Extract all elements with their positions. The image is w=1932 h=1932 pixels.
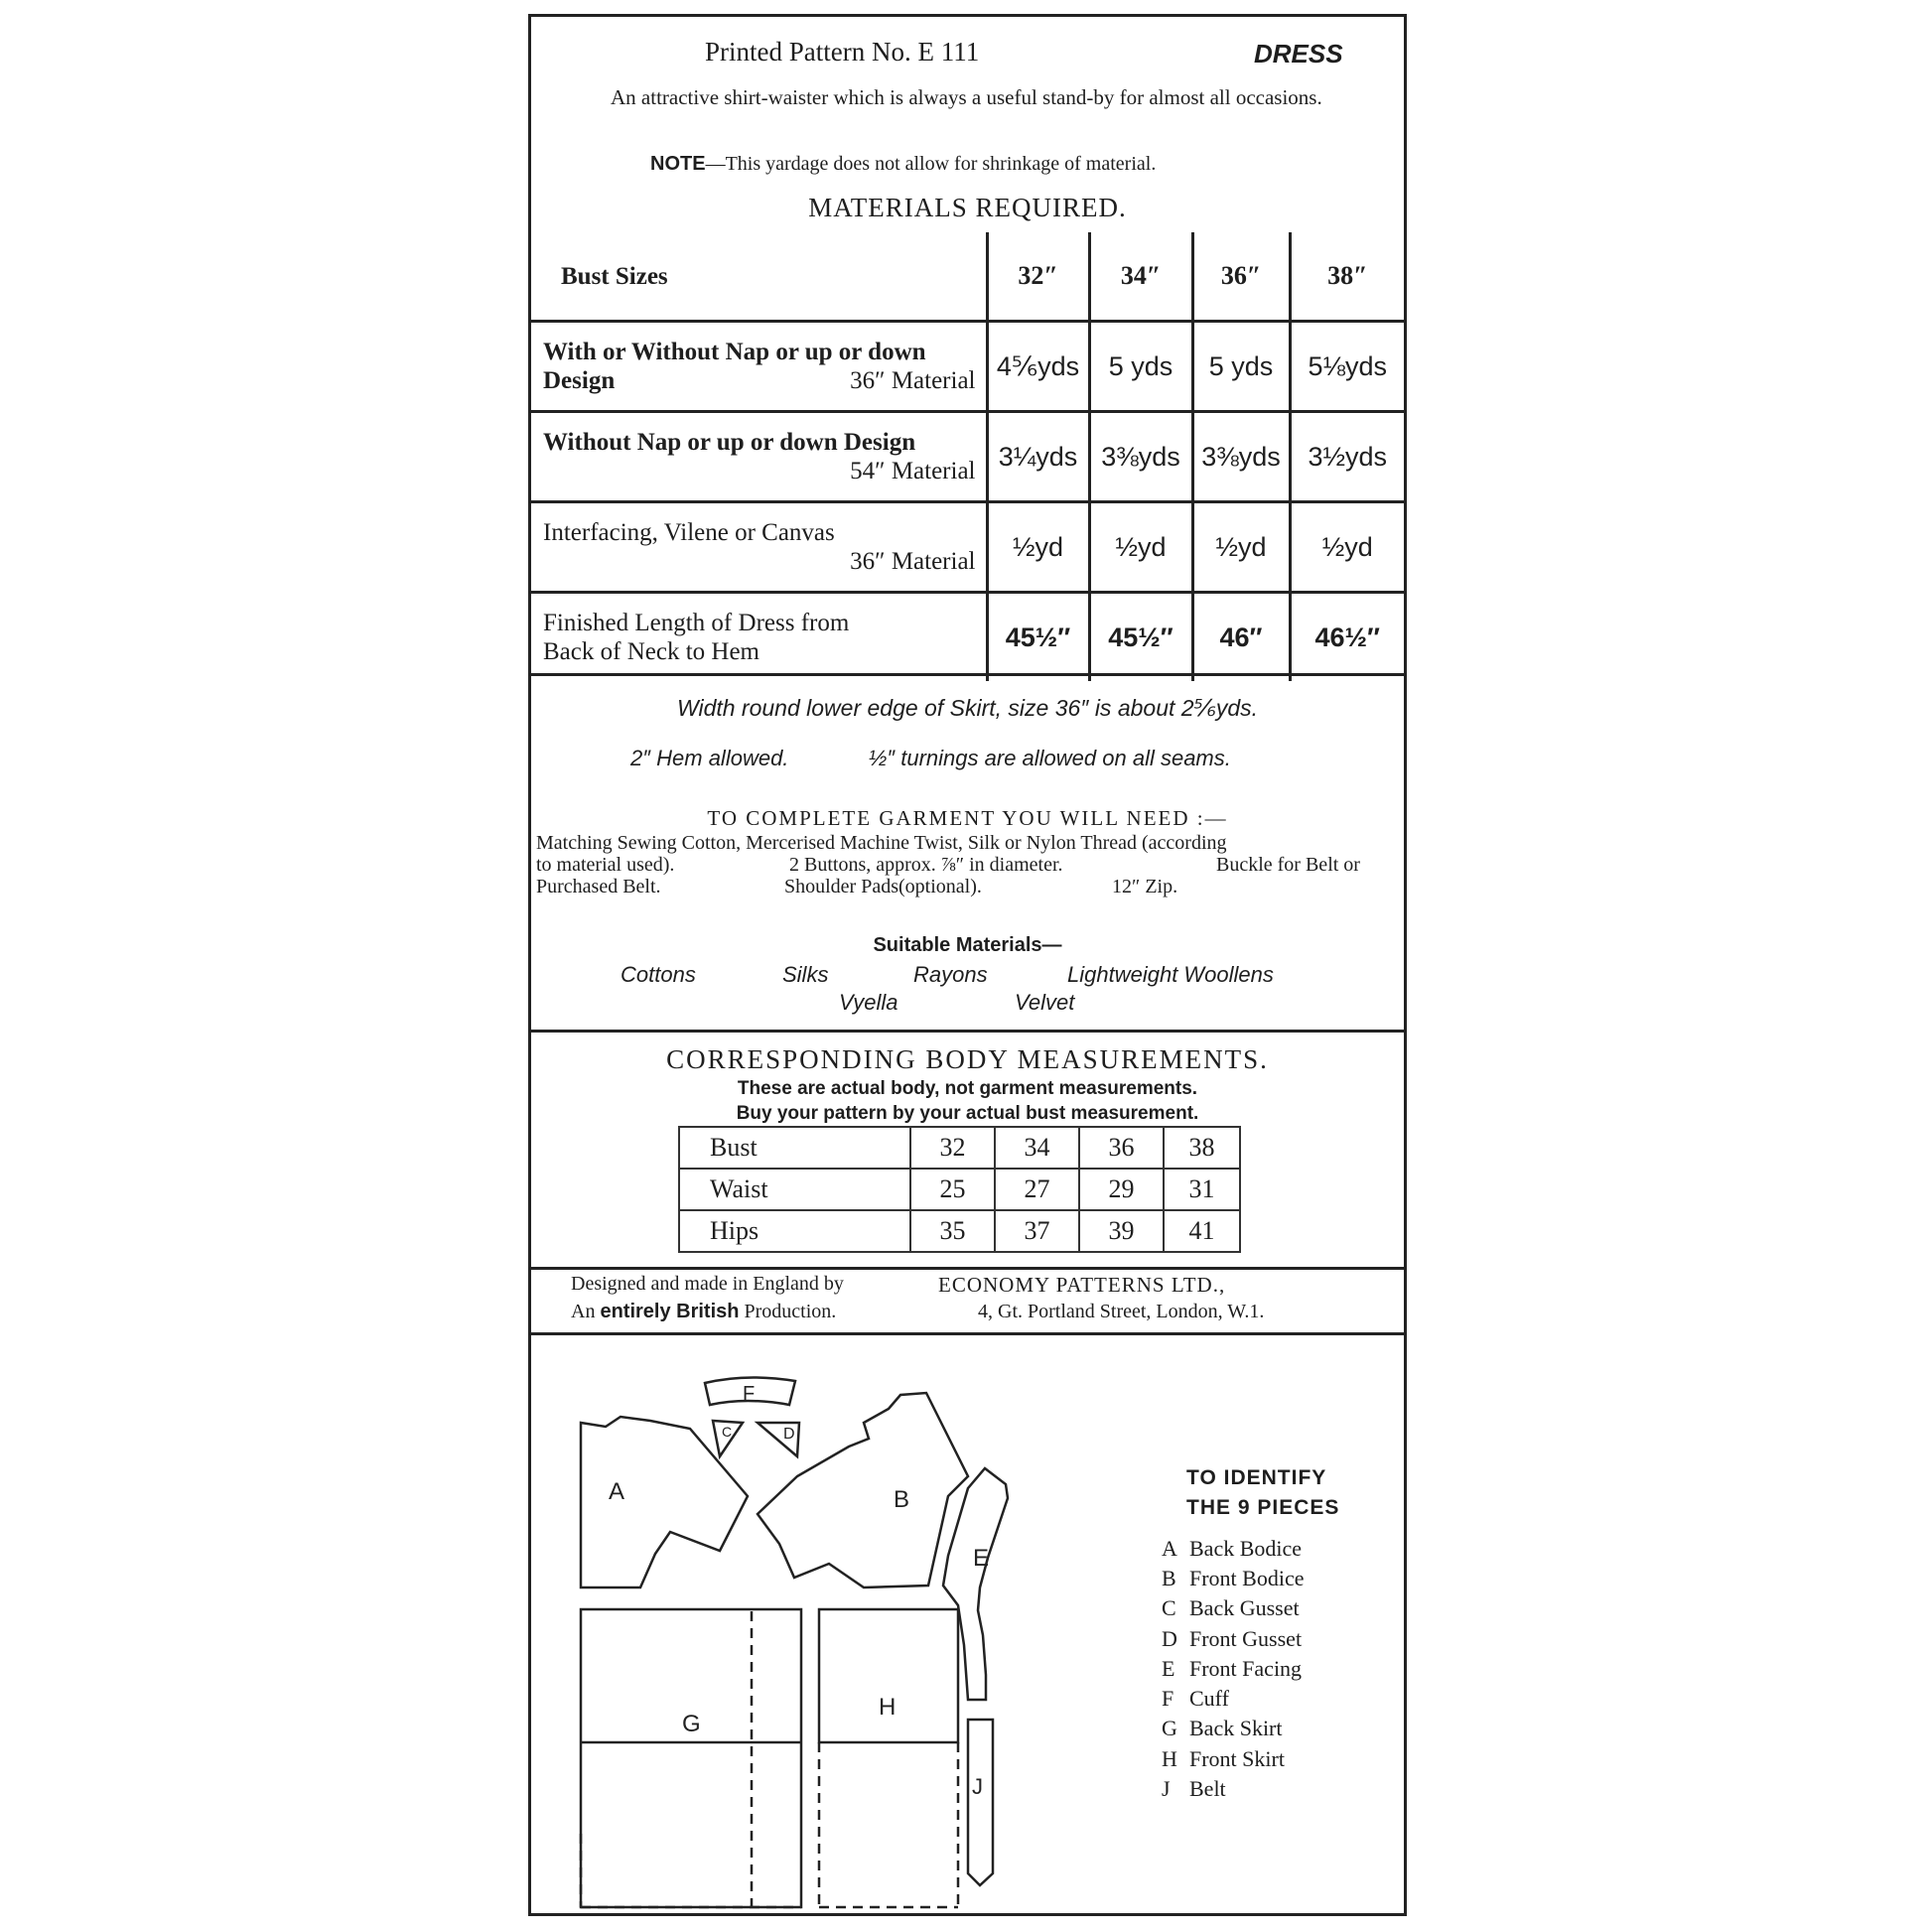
piece-letter: C bbox=[1162, 1595, 1176, 1620]
notions-line: 2 Buttons, approx. ⅞″ in diameter. bbox=[789, 854, 1063, 876]
piece-label: G bbox=[682, 1711, 701, 1737]
piece-letter: D bbox=[1162, 1626, 1177, 1651]
pieces-title: TO IDENTIFY bbox=[1186, 1466, 1327, 1489]
material-item: Cottons bbox=[621, 962, 696, 987]
table-cell: 29 bbox=[1079, 1169, 1164, 1210]
row-label-line: 36″ Material bbox=[850, 548, 976, 575]
british-text: An bbox=[571, 1301, 596, 1322]
notions-line: Purchased Belt. bbox=[536, 876, 661, 897]
piece-key-item bbox=[1162, 1776, 1226, 1802]
material-item: Lightweight Woollens bbox=[1067, 962, 1274, 987]
british-text: entirely British bbox=[600, 1301, 740, 1322]
table-cell: 31 bbox=[1164, 1169, 1240, 1210]
row-label: Hips bbox=[679, 1210, 910, 1252]
size-header: 38″ bbox=[1290, 232, 1404, 322]
piece-key-item bbox=[1162, 1536, 1302, 1562]
materials-title: MATERIALS REQUIRED. bbox=[808, 193, 1127, 222]
size-header: 36″ bbox=[1192, 232, 1290, 322]
piece-label: J bbox=[972, 1774, 983, 1799]
complete-garment-title: TO COMPLETE GARMENT YOU WILL NEED :— bbox=[707, 806, 1228, 830]
bust-sizes-label: Bust Sizes bbox=[531, 232, 987, 322]
piece-letter: E bbox=[1162, 1656, 1175, 1681]
british-text: Production. bbox=[744, 1301, 837, 1322]
table-cell: 35 bbox=[910, 1210, 995, 1252]
body-measurements-table bbox=[678, 1126, 1241, 1253]
company-address: 4, Gt. Portland Street, London, W.1. bbox=[978, 1301, 1265, 1322]
material-item: Silks bbox=[782, 962, 829, 987]
table-cell: ½yd bbox=[1089, 502, 1192, 593]
piece-g-back-skirt bbox=[581, 1609, 801, 1907]
table-cell: 3⅜yds bbox=[1192, 412, 1290, 502]
piece-name: Front Bodice bbox=[1189, 1566, 1305, 1590]
piece-h-front-skirt bbox=[819, 1609, 958, 1907]
piece-name: Belt bbox=[1189, 1776, 1226, 1801]
piece-letter: G bbox=[1162, 1716, 1177, 1740]
pattern-envelope-back bbox=[528, 14, 1407, 1916]
pieces-title: THE 9 PIECES bbox=[1186, 1496, 1340, 1519]
body-measurements-subtitle: These are actual body, not garment measurements. bbox=[737, 1078, 1198, 1099]
table-cell: 25 bbox=[910, 1169, 995, 1210]
row-label-line: Finished Length of Dress from bbox=[543, 610, 850, 636]
garment-type: DRESS bbox=[1254, 39, 1343, 69]
piece-key-item bbox=[1162, 1716, 1283, 1741]
table-cell: 45½″ bbox=[1089, 593, 1192, 682]
table-cell: 37 bbox=[995, 1210, 1079, 1252]
size-header: 34″ bbox=[1089, 232, 1192, 322]
notions-line: to material used). bbox=[536, 854, 675, 876]
piece-name: Front Facing bbox=[1189, 1656, 1303, 1681]
skirt-width-note: Width round lower edge of Skirt, size 36″ is about 2⅚yds. bbox=[676, 695, 1259, 721]
table-cell: 45½″ bbox=[987, 593, 1089, 682]
piece-key-item bbox=[1162, 1595, 1300, 1621]
table-cell: 41 bbox=[1164, 1210, 1240, 1252]
table-cell: 46″ bbox=[1192, 593, 1290, 682]
table-row bbox=[679, 1169, 1240, 1210]
piece-c-back-gusset bbox=[713, 1421, 743, 1456]
table-cell: ½yd bbox=[1290, 502, 1404, 593]
piece-label: F bbox=[743, 1383, 756, 1405]
table-cell: 46½″ bbox=[1290, 593, 1404, 682]
table-row bbox=[531, 322, 1404, 412]
piece-f-cuff bbox=[705, 1377, 795, 1405]
divider bbox=[531, 1267, 1404, 1270]
row-label-line: Back of Neck to Hem bbox=[543, 638, 759, 665]
table-row bbox=[531, 593, 1404, 682]
row-label-line: Interfacing, Vilene or Canvas bbox=[543, 519, 835, 546]
notions-line: 12″ Zip. bbox=[1112, 876, 1178, 897]
piece-label: B bbox=[894, 1486, 910, 1513]
note bbox=[650, 153, 1156, 176]
row-label-line: Design bbox=[543, 367, 616, 394]
body-measurements-title: CORRESPONDING BODY MEASUREMENTS. bbox=[666, 1044, 1269, 1074]
table-cell: 32 bbox=[910, 1127, 995, 1169]
piece-letter: B bbox=[1162, 1566, 1176, 1590]
material-item: Rayons bbox=[913, 962, 988, 987]
piece-label: E bbox=[973, 1545, 990, 1572]
row-label-line: 36″ Material bbox=[850, 367, 976, 394]
material-item: Velvet bbox=[1015, 990, 1075, 1015]
table-cell: 5⅛yds bbox=[1290, 322, 1404, 412]
table-row bbox=[531, 412, 1404, 502]
table-cell: 4⅚yds bbox=[987, 322, 1089, 412]
table-cell: 5 yds bbox=[1192, 322, 1290, 412]
piece-key-item bbox=[1162, 1686, 1229, 1712]
piece-label: D bbox=[783, 1426, 795, 1443]
company-name: ECONOMY PATTERNS LTD., bbox=[938, 1273, 1226, 1297]
piece-letter: A bbox=[1162, 1536, 1177, 1561]
materials-table bbox=[531, 232, 1404, 681]
row-label bbox=[531, 322, 987, 412]
table-cell: ½yd bbox=[1192, 502, 1290, 593]
hem-note: 2″ Hem allowed. bbox=[630, 746, 789, 770]
table-cell: 3½yds bbox=[1290, 412, 1404, 502]
notions-line: Matching Sewing Cotton, Mercerised Machine Twist, Silk or Nylon Thread (according bbox=[536, 832, 1227, 854]
divider bbox=[531, 1030, 1404, 1033]
piece-a-back-bodice bbox=[581, 1417, 748, 1587]
table-cell: 3¼yds bbox=[987, 412, 1089, 502]
piece-e-front-facing bbox=[943, 1468, 1008, 1700]
material-item: Vyella bbox=[839, 990, 898, 1015]
table-cell: 3⅜yds bbox=[1089, 412, 1192, 502]
piece-name: Back Bodice bbox=[1189, 1536, 1303, 1561]
piece-d-front-gusset bbox=[758, 1423, 799, 1456]
divider bbox=[531, 1332, 1404, 1335]
size-header: 32″ bbox=[987, 232, 1089, 322]
piece-label: H bbox=[879, 1694, 897, 1721]
note-label: NOTE bbox=[650, 153, 706, 175]
row-label bbox=[531, 412, 987, 502]
pattern-number: Printed Pattern No. E 111 bbox=[705, 37, 980, 67]
table-row bbox=[679, 1127, 1240, 1169]
table-cell: 36 bbox=[1079, 1127, 1164, 1169]
pattern-description: An attractive shirt-waister which is always a useful stand-by for almost all occasions. bbox=[611, 85, 1322, 109]
body-measurements-subtitle: Buy your pattern by your actual bust measurement. bbox=[736, 1103, 1199, 1124]
row-label-line: With or Without Nap or up or down bbox=[543, 339, 926, 365]
table-cell: 39 bbox=[1079, 1210, 1164, 1252]
piece-letter: F bbox=[1162, 1686, 1174, 1711]
piece-key-item bbox=[1162, 1746, 1285, 1772]
divider bbox=[531, 673, 1404, 676]
suitable-materials-title: Suitable Materials— bbox=[873, 934, 1062, 956]
piece-letter: J bbox=[1162, 1776, 1171, 1801]
row-label bbox=[531, 593, 987, 682]
piece-name: Front Skirt bbox=[1189, 1746, 1285, 1771]
turnings-note: ½″ turnings are allowed on all seams. bbox=[869, 746, 1231, 770]
table-row bbox=[531, 502, 1404, 593]
piece-label: C bbox=[722, 1424, 733, 1440]
notions-line: Shoulder Pads(optional). bbox=[784, 876, 982, 897]
piece-j-belt bbox=[968, 1720, 993, 1885]
row-label bbox=[531, 502, 987, 593]
piece-key-item bbox=[1162, 1566, 1305, 1591]
table-cell: 5 yds bbox=[1089, 322, 1192, 412]
row-label-line: 54″ Material bbox=[850, 458, 976, 484]
table-cell: ½yd bbox=[987, 502, 1089, 593]
table-cell: 38 bbox=[1164, 1127, 1240, 1169]
designed-by: Designed and made in England by bbox=[571, 1273, 844, 1295]
piece-name: Front Gusset bbox=[1189, 1626, 1303, 1651]
british-production bbox=[571, 1301, 836, 1323]
pattern-pieces-diagram bbox=[531, 1337, 1147, 1913]
piece-letter: H bbox=[1162, 1746, 1177, 1771]
row-label-line: Without Nap or up or down Design bbox=[543, 429, 916, 456]
piece-name: Back Skirt bbox=[1189, 1716, 1283, 1740]
table-cell: 34 bbox=[995, 1127, 1079, 1169]
row-label: Waist bbox=[679, 1169, 910, 1210]
table-row bbox=[679, 1210, 1240, 1252]
piece-key-item bbox=[1162, 1656, 1302, 1682]
table-cell: 27 bbox=[995, 1169, 1079, 1210]
piece-label: A bbox=[609, 1478, 625, 1505]
piece-name: Cuff bbox=[1189, 1686, 1229, 1711]
notions-line: Buckle for Belt or bbox=[1216, 854, 1360, 876]
note-text: —This yardage does not allow for shrinkage of material. bbox=[705, 153, 1157, 175]
piece-key-item bbox=[1162, 1626, 1302, 1652]
table-header-row bbox=[531, 232, 1404, 322]
row-label: Bust bbox=[679, 1127, 910, 1169]
piece-name: Back Gusset bbox=[1189, 1595, 1300, 1620]
